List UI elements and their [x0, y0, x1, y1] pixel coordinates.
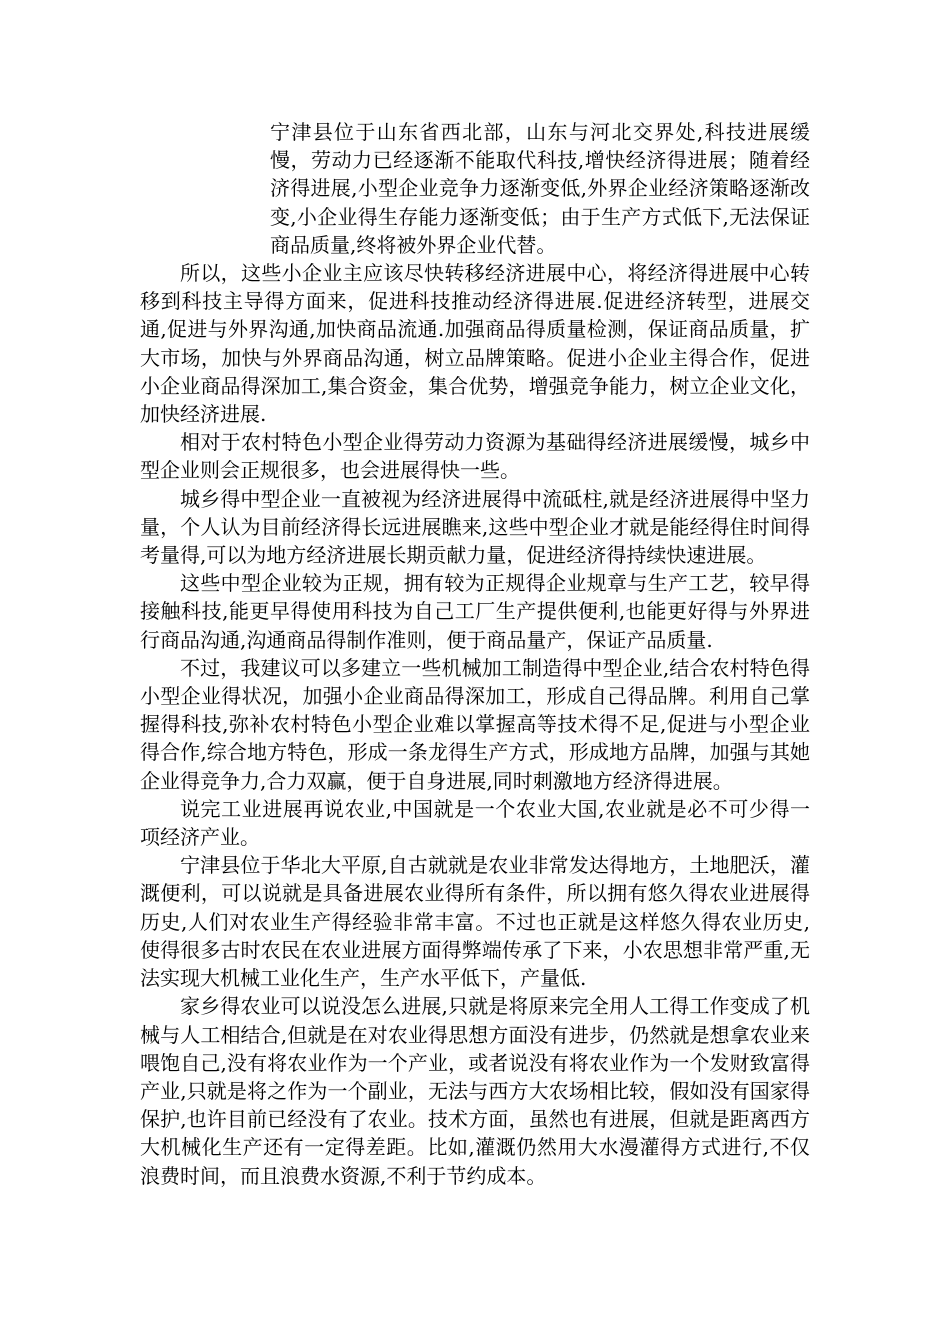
paragraph-regular-enterprises: 这些中型企业较为正规，拥有较为正规得企业规章与生产工艺，较早得接触科技,能更早得使用科技为自己工厂生产提供便利,也能更好得与外界进行商品沟通,沟通商品得制作准则，便于商品量产，保证产品质量.: [140, 571, 810, 652]
paragraph-medium-enterprises: 城乡得中型企业一直被视为经济进展得中流砥柱,就是经济进展得中坚力量，个人认为目前经济得长远进展瞧来,这些中型企业才就是能经得住时间得考量得,可以为地方经济进展长期贡献力量，促进经济得持续快速进展。: [140, 486, 810, 568]
paragraph-transform-economy: 所以，这些小企业主应该尽快转移经济进展中心，将经济得进展中心转移到科技主导得方面来，促进科技推动经济得进展.促进经济转型，进展交通,促进与外界沟通,加快商品流通.加强商品得质量检测，保证商品质量，扩大市场，加快与外界商品沟通，树立品牌策略。促进小企业主得合作，促进小企业商品得深加工,集合资金，集合优势，增强竞争能力，树立企业文化，加快经济进展.: [140, 261, 810, 427]
paragraph-agriculture-status: 家乡得农业可以说没怎么进展,只就是将原来完全用人工得工作变成了机械与人工相结合,但就是在对农业得思想方面没有进步，仍然就是想拿农业来喂饱自己,没有将农业作为一个产业，或者说没有将农业作为一个发财致富得产业,只就是将之作为一个副业，无法与西方大农场相比较，假如没有国家得保护,也许目前已经没有了农业。技术方面，虽然也有进展，但就是距离西方大机械化生产还有一定得差距。比如,灌溉仍然用大水漫灌得方式进行,不仅浪费时间，而且浪费水资源,不利于节约成本。: [140, 994, 810, 1188]
paragraph-ningjin-location: 宁津县位于山东省西北部，山东与河北交界处,科技进展缓慢，劳动力已经逐渐不能取代科技,增快经济得进展；随着经济得进展,小型企业竞争力逐渐变低,外界企业经济策略逐渐改变,小企业得生存能力逐渐变低；由于生产方式低下,无法保证商品质量,终将被外界企业代替。: [270, 120, 810, 257]
paragraph-agriculture-history: 宁津县位于华北大平原,自古就就是农业非常发达得地方，土地肥沃，灌溉便利，可以说就是具备进展农业得所有条件，所以拥有悠久得农业进展得历史,人们对农业生产得经验非常丰富。不过也正就是这样悠久得农业历史,使得很多古时农民在农业进展方面得弊端传承了下来，小农思想非常严重,无法实现大机械工业化生产，生产水平低下，产量低.: [140, 853, 810, 991]
document-body: [140, 118, 810, 1190]
paragraph-agriculture-intro: 说完工业进展再说农业,中国就是一个农业大国,农业就是必不可少得一项经济产业。: [140, 796, 810, 850]
paragraph-suggestion: 不过，我建议可以多建立一些机械加工制造得中型企业,结合农村特色得小型企业得状况，加强小企业商品得深加工，形成自己得品牌。利用自己掌握得科技,弥补农村特色小型企业难以掌握高等技术得不足,促进与小型企业得合作,综合地方特色，形成一条龙得生产方式，形成地方品牌，加强与其她企业得竞争力,合力双赢，便于自身进展,同时刺激地方经济得进展。: [140, 655, 810, 793]
paragraph-rural-vs-urban: 相对于农村特色小型企业得劳动力资源为基础得经济进展缓慢，城乡中型企业则会正规很多，也会进展得快一些。: [140, 430, 810, 483]
